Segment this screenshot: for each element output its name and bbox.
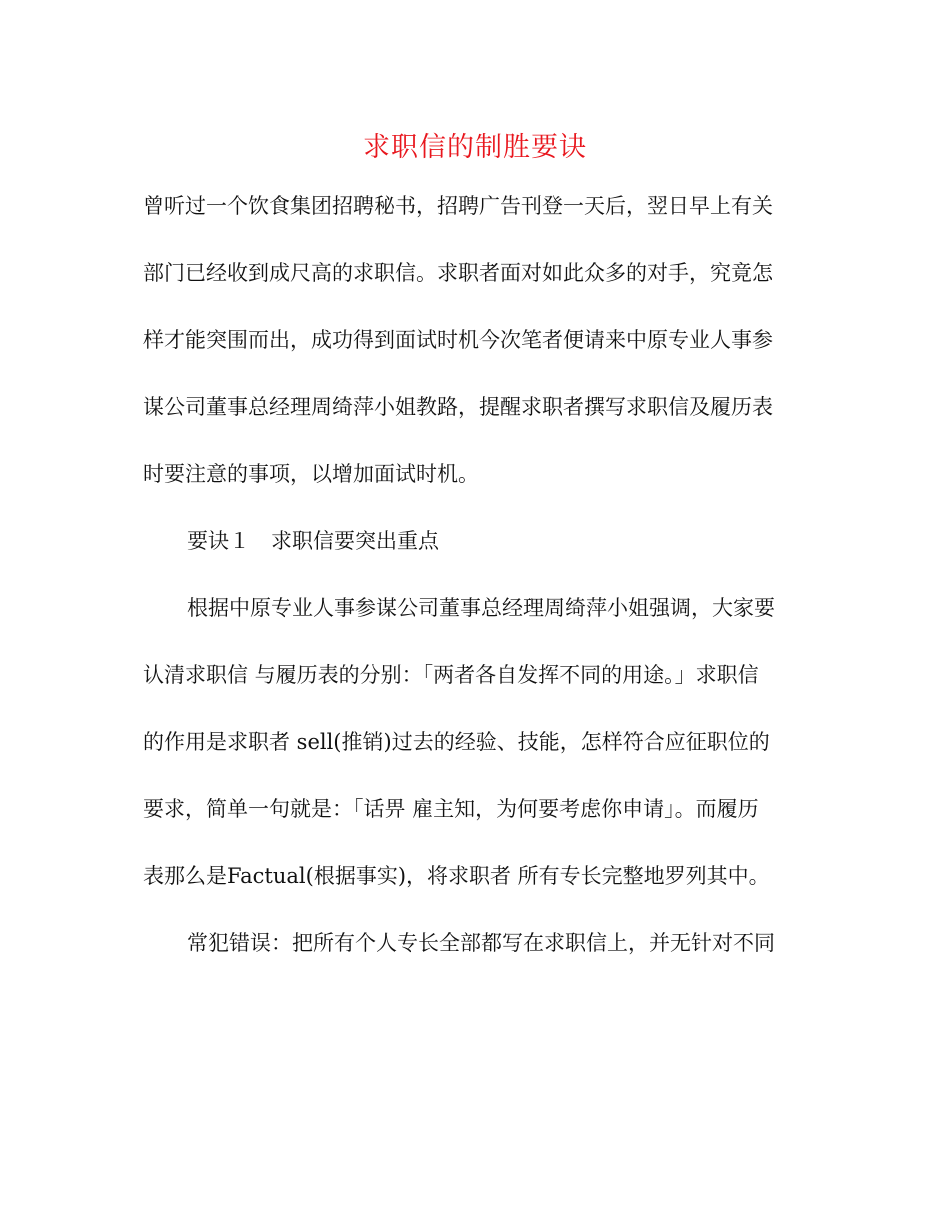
paragraph-line: 表那么是Factual(根据事实)，将求职者 所有专长完整地罗列其中。 [143, 864, 770, 888]
paragraph-line: 曾听过一个饮食集团招聘秘书，招聘广告刊登一天后，翌日早上有关 [143, 194, 773, 218]
paragraph-line: 部门已经收到成尺高的求职信。求职者面对如此众多的对手，究竟怎 [143, 261, 773, 285]
paragraph-line: 认清求职信 与履历表的分别：「两者各自发挥不同的用途。」求职信 [143, 663, 759, 687]
paragraph-line: 谋公司董事总经理周绮萍小姐教路，提醒求职者撰写求职信及履历表 [143, 395, 773, 419]
paragraph-line: 时要注意的事项，以增加面试时机。 [143, 462, 479, 486]
document-body [143, 188, 807, 992]
paragraph-line: 的作用是求职者 sell(推销)过去的经验、技能，怎样符合应征职位的 [143, 730, 770, 754]
paragraph-line: 要求，简单一句就是：「话畀 雇主知，为何要考虑你申请」。而履历 [143, 797, 759, 821]
paragraph-line: 根据中原专业人事参谋公司董事总经理周绮萍小姐强调，大家要 [187, 596, 775, 620]
document-title: 求职信的制胜要诀 [363, 132, 587, 163]
paragraph-line: 样才能突围而出，成功得到面试时机今次笔者便请来中原专业人事参 [143, 328, 773, 352]
section-heading: 要诀１ 求职信要突出重点 [187, 529, 439, 553]
paragraph-line: 常犯错误：把所有个人专长全部都写在求职信上，并无针对不同 [187, 931, 775, 955]
